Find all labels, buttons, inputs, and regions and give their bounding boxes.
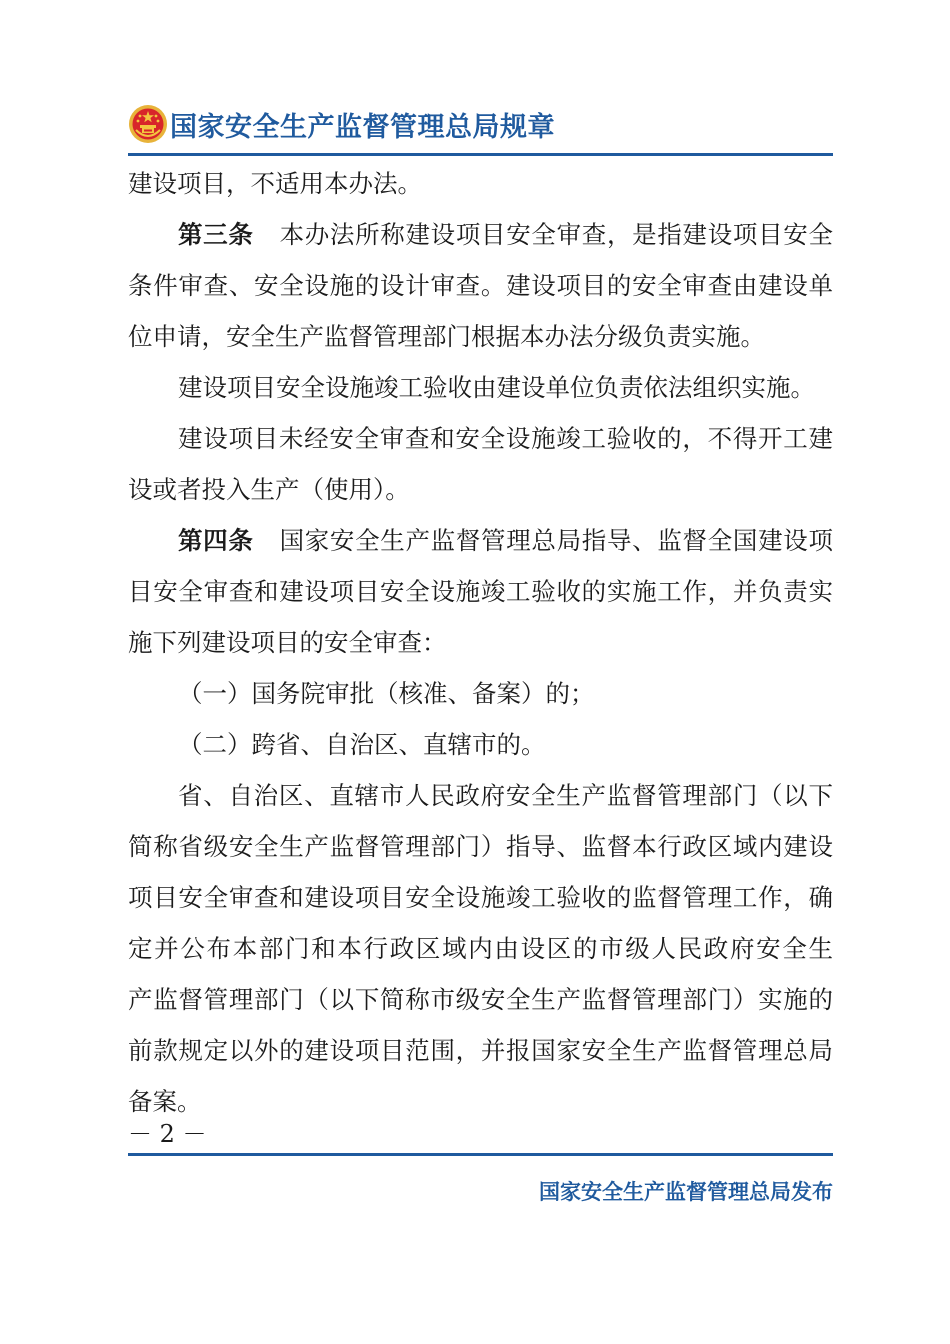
text-line: 设或者投入生产（使用）。 [128, 475, 410, 504]
text-line: 施下列建设项目的安全审查： [128, 628, 447, 657]
article-heading: 第四条 [178, 526, 254, 555]
list-item: （一）国务院审批（核准、备案）的； [178, 679, 595, 708]
text-line: 建设项目安全设施竣工验收由建设单位负责依法组织实施。 [178, 373, 815, 402]
text-line: 条件审查、安全设施的设计审查。建设项目的安全审查由建设单 [128, 271, 833, 300]
text-line: 备案。 [128, 1087, 202, 1116]
article-heading: 第三条 [178, 220, 254, 249]
page-number: － 2 － [128, 1120, 207, 1148]
text-line: 定并公布本部门和本行政区域内由设区的市级人民政府安全生 [128, 934, 833, 963]
article-4-line: 第四条 国家安全生产监督管理总局指导、监督全国建设项 [178, 526, 833, 555]
footer-publisher: 国家安全生产监督管理总局发布 [539, 1180, 833, 1204]
header-title: 国家安全生产监督管理总局规章 [170, 111, 555, 143]
article-3-line: 第三条 本办法所称建设项目安全审查，是指建设项目安全 [178, 220, 833, 249]
footer-divider [128, 1153, 833, 1156]
list-item: （二）跨省、自治区、直辖市的。 [178, 730, 546, 759]
text-line: 项目安全审查和建设项目安全设施竣工验收的监督管理工作，确 [128, 883, 833, 912]
text-line: 前款规定以外的建设项目范围，并报国家安全生产监督管理总局 [128, 1036, 833, 1065]
header-divider [128, 153, 833, 156]
text-line: 建设项目，不适用本办法。 [128, 169, 422, 198]
document-body [128, 158, 833, 1127]
text-line: 目安全审查和建设项目安全设施竣工验收的实施工作，并负责实 [128, 577, 833, 606]
text-line: 省、自治区、直辖市人民政府安全生产监督管理部门（以下 [178, 781, 833, 810]
page-header [128, 98, 833, 150]
national-emblem-icon [128, 104, 168, 144]
text-line: 建设项目未经安全审查和安全设施竣工验收的，不得开工建 [178, 424, 833, 453]
text-line: 产监督管理部门（以下简称市级安全生产监督管理部门）实施的 [128, 985, 833, 1014]
text-line: 位申请，安全生产监督管理部门根据本办法分级负责实施。 [128, 322, 765, 351]
text-line: 简称省级安全生产监督管理部门）指导、监督本行政区域内建设 [128, 832, 833, 861]
